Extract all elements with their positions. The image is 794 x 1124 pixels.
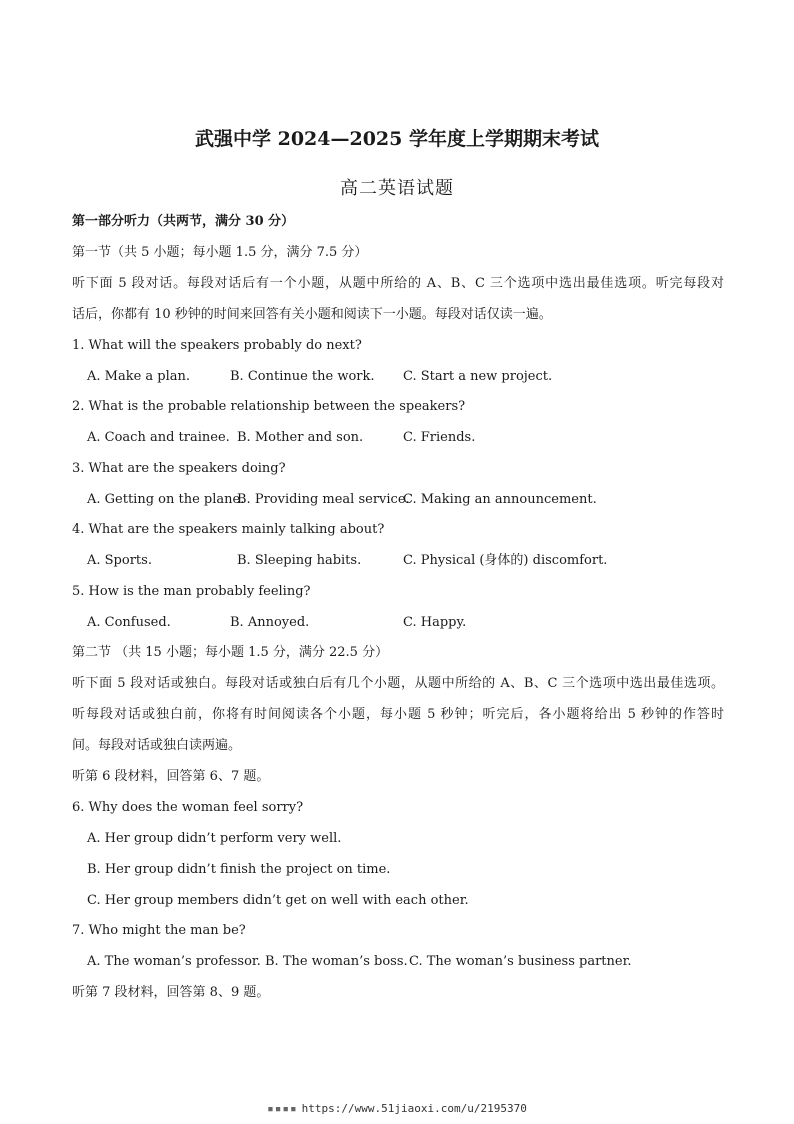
section2-heading: 第二节 （共 15 小题；每小题 1.5 分，满分 22.5 分）: [72, 645, 389, 660]
material-note: 听第 7 段材料，回答第 8、9 题。: [72, 985, 270, 1000]
part1-heading: 第一部分听力（共两节，满分 30 分）: [72, 214, 295, 229]
option-c: C. Start a new project.: [403, 369, 553, 384]
question-stem: 6. Why does the woman feel sorry?: [72, 800, 304, 815]
option-a: A. The woman’s professor.: [87, 954, 261, 969]
footer-url[interactable]: https://www.51jiaoxi.com/u/2195370: [301, 1102, 527, 1115]
question-stem: 5. How is the man probably feeling?: [72, 584, 311, 599]
option-a: A. Coach and trainee.: [87, 430, 230, 445]
option-b: B. The woman’s boss.: [265, 954, 408, 969]
option-a: A. Confused.: [87, 615, 171, 630]
option-c: C. The woman’s business partner.: [409, 954, 632, 969]
material-note: 听第 6 段材料，回答第 6、7 题。: [72, 769, 270, 784]
option-c: C. Friends.: [403, 430, 476, 445]
option-a: A. Her group didn’t perform very well.: [87, 831, 342, 846]
option-c: C. Physical (身体的) discomfort.: [403, 553, 608, 568]
option-c: C. Making an announcement.: [403, 492, 597, 507]
option-b: B. Continue the work.: [230, 369, 375, 384]
option-b: B. Her group didn’t finish the project on time.: [87, 862, 391, 877]
option-a: A. Make a plan.: [87, 369, 191, 384]
question-stem: 3. What are the speakers doing?: [72, 461, 286, 476]
question-stem: 2. What is the probable relationship between the speakers?: [72, 399, 466, 414]
section2-instruction: 间。每段对话或独白读两遍。: [72, 738, 242, 753]
question-stem: 7. Who might the man be?: [72, 923, 246, 938]
section2-instruction: 听下面 5 段对话或独白。每段对话或独白后有几个小题，从题中所给的 A、B、C 三个选项中选出最佳选项。: [72, 676, 724, 691]
section1-instruction: 话后，你都有 10 秒钟的时间来回答有关小题和阅读下一小题。每段对话仅读一遍。: [72, 307, 552, 322]
exam-subtitle: 高二英语试题: [340, 178, 454, 199]
footer-prefix: ▪▪▪▪: [267, 1102, 298, 1115]
option-b: B. Sleeping habits.: [237, 553, 362, 568]
section2-instruction: 听每段对话或独白前，你将有时间阅读各个小题，每小题 5 秒钟；听完后，各小题将给出 5 秒钟的作答时: [72, 707, 724, 722]
question-stem: 4. What are the speakers mainly talking about?: [72, 522, 385, 537]
question-stem: 1. What will the speakers probably do next?: [72, 338, 362, 353]
option-b: B. Mother and son.: [237, 430, 364, 445]
section1-instruction: 听下面 5 段对话。每段对话后有一个小题，从题中所给的 A、B、C 三个选项中选出最佳选项。听完每段对: [72, 276, 724, 291]
option-b: B. Providing meal service.: [237, 492, 410, 507]
exam-title: 武强中学 2024—2025 学年度上学期期末考试: [195, 128, 599, 150]
option-a: A. Getting on the plane.: [87, 492, 245, 507]
option-a: A. Sports.: [87, 553, 152, 568]
section1-heading: 第一节（共 5 小题；每小题 1.5 分，满分 7.5 分）: [72, 245, 368, 260]
option-c: C. Happy.: [403, 615, 467, 630]
footer-watermark: [0, 1102, 794, 1115]
option-c: C. Her group members didn’t get on well with each other.: [87, 893, 469, 908]
option-b: B. Annoyed.: [230, 615, 310, 630]
